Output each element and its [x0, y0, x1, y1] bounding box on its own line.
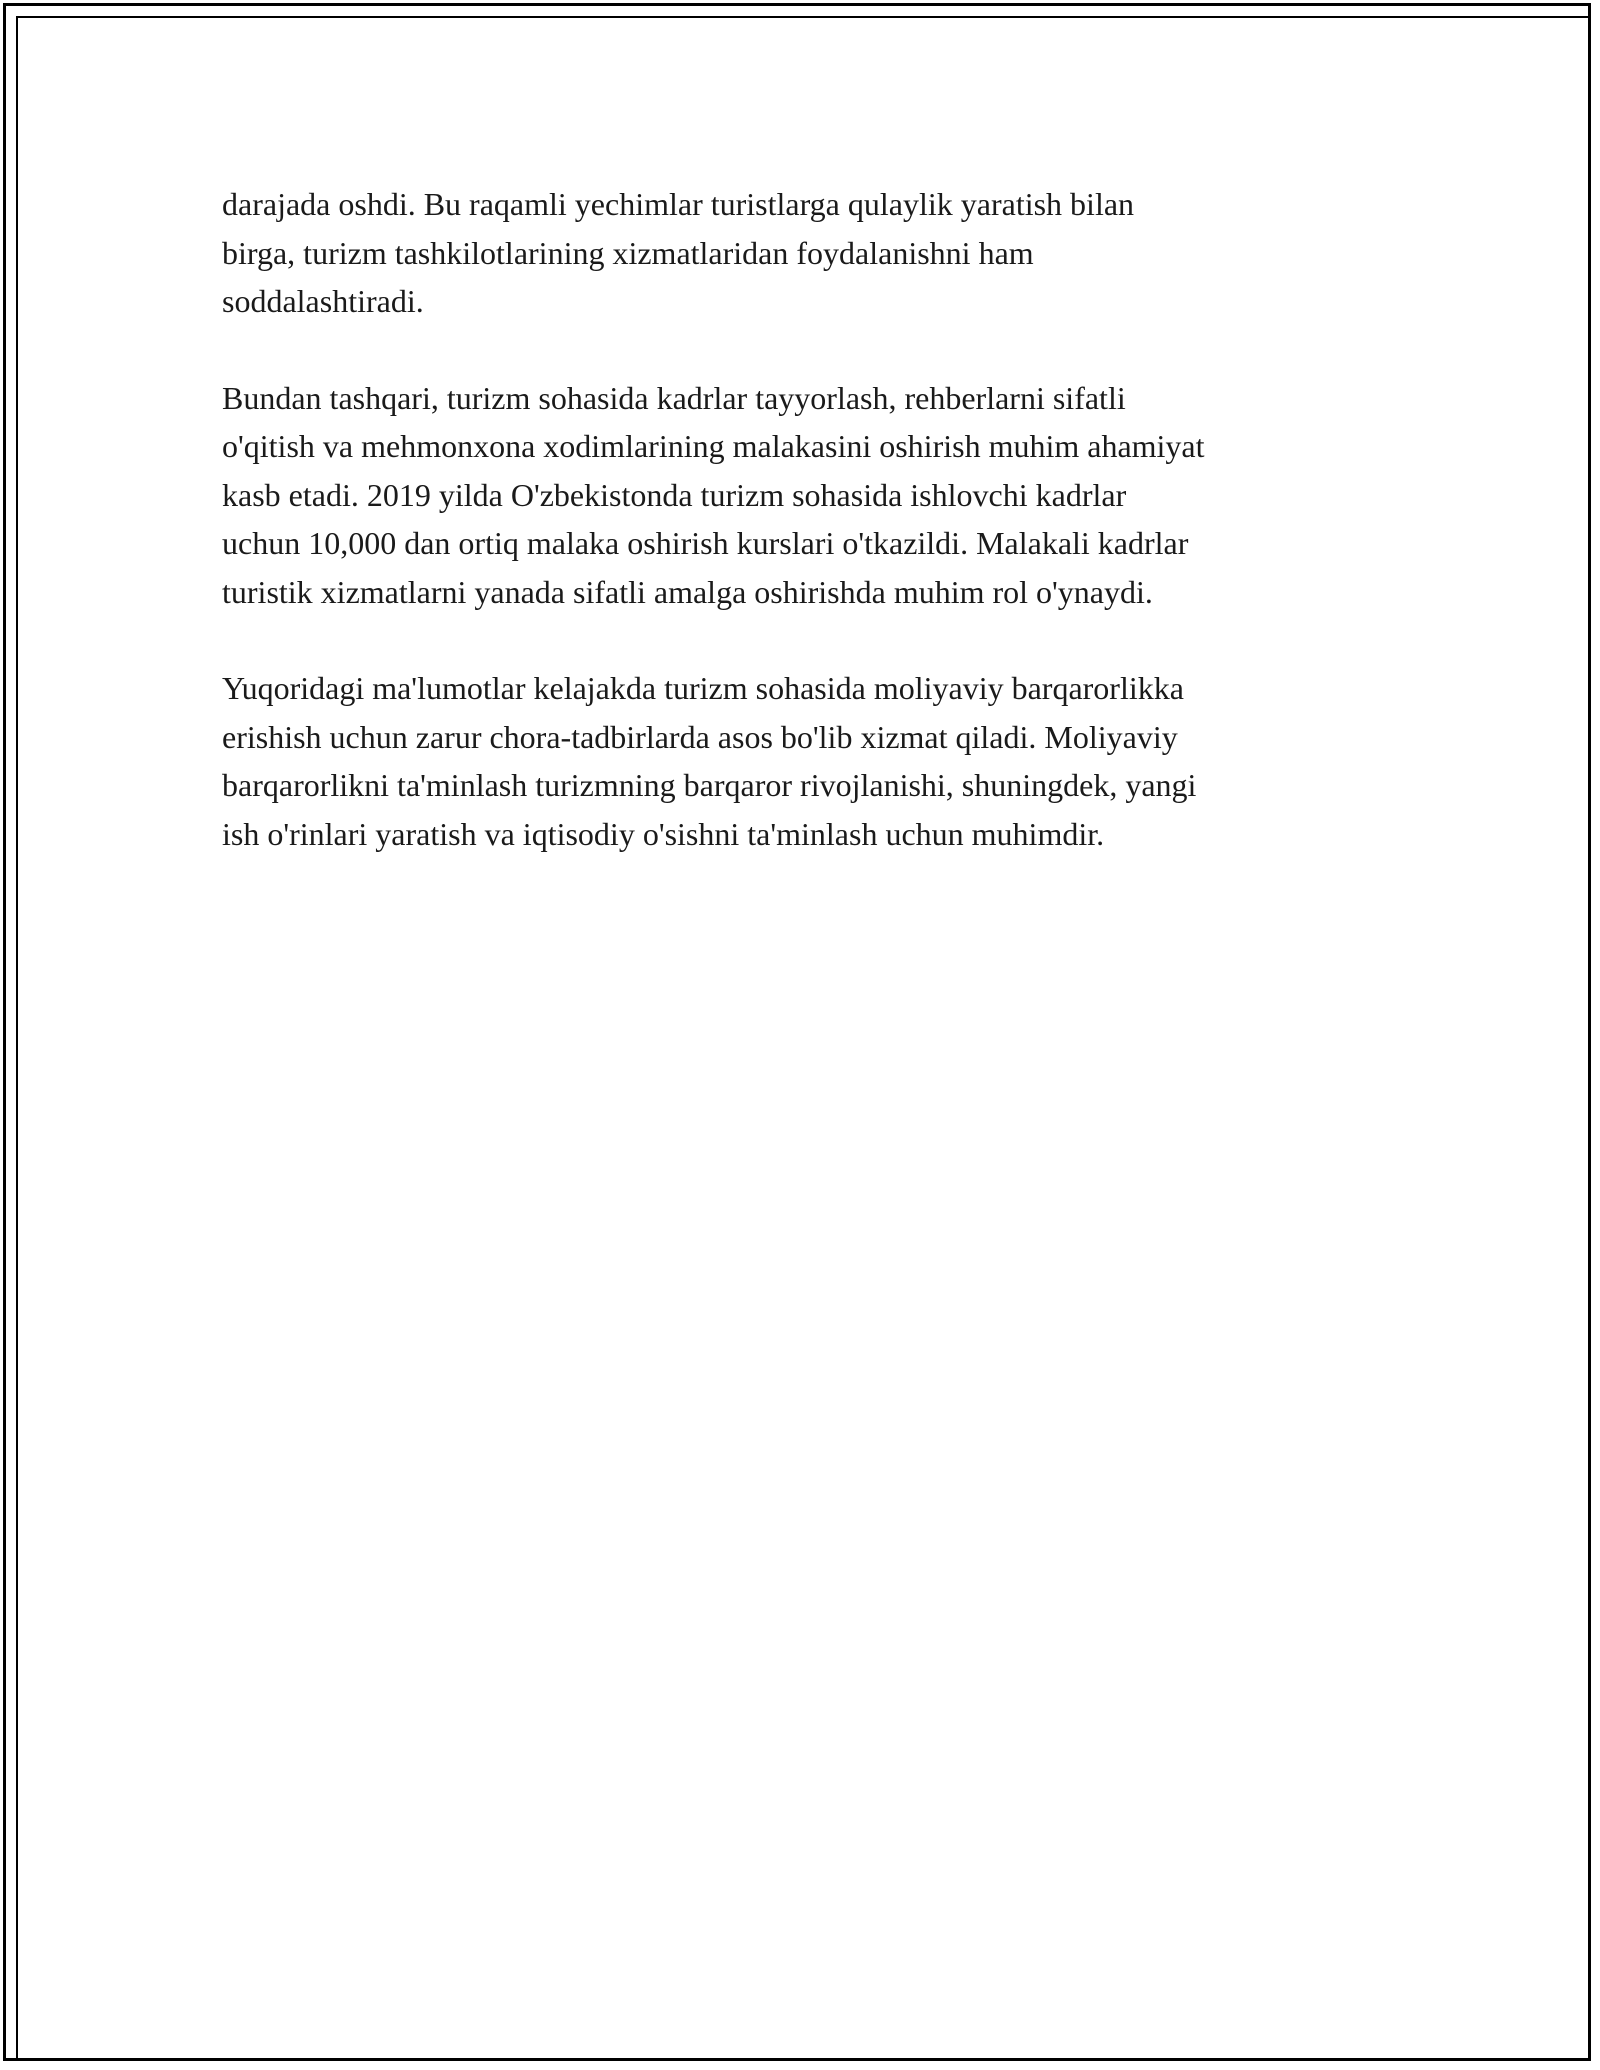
paragraph-3 — [222, 664, 1402, 858]
text-line: soddalashtiradi. — [222, 283, 424, 319]
text-line: uchun 10,000 dan ortiq malaka oshirish kurslari o'tkazildi. Malakali kadrlar — [222, 525, 1189, 561]
text-line: darajada oshdi. Bu raqamli yechimlar turistlarga qulaylik yaratish bilan — [222, 186, 1135, 222]
paragraph-2 — [222, 374, 1402, 617]
text-line: kasb etadi. 2019 yilda O'zbekistonda turizm sohasida ishlovchi kadrlar — [222, 476, 1127, 513]
text-line: turistik xizmatlarni yanada sifatli amalga oshirishda muhim rol o'ynaydi. — [222, 573, 1153, 610]
paragraph-1 — [222, 180, 1402, 326]
text-line: Bundan tashqari, turizm sohasida kadrlar tayyorlash, rehberlarni sifatli — [222, 379, 1126, 416]
document-body — [222, 180, 1402, 906]
text-line: erishish uchun zarur chora-tadbirlarda asos bo'lib xizmat qiladi. Moliyaviy — [222, 718, 1178, 755]
text-line: birga, turizm tashkilotlarining xizmatlaridan foydalanishni ham — [222, 234, 1034, 271]
text-line: Yuqoridagi ma'lumotlar kelajakda turizm sohasida moliyaviy barqarorlikka — [222, 670, 1184, 706]
text-line: o'qitish va mehmonxona xodimlarining malakasini oshirish muhim ahamiyat — [222, 428, 1205, 464]
text-line: ish o'rinlari yaratish va iqtisodiy o'sishni ta'minlash uchun muhimdir. — [222, 815, 1105, 852]
text-line: barqarorlikni ta'minlash turizmning barqaror rivojlanishi, shuningdek, yangi — [222, 767, 1197, 803]
